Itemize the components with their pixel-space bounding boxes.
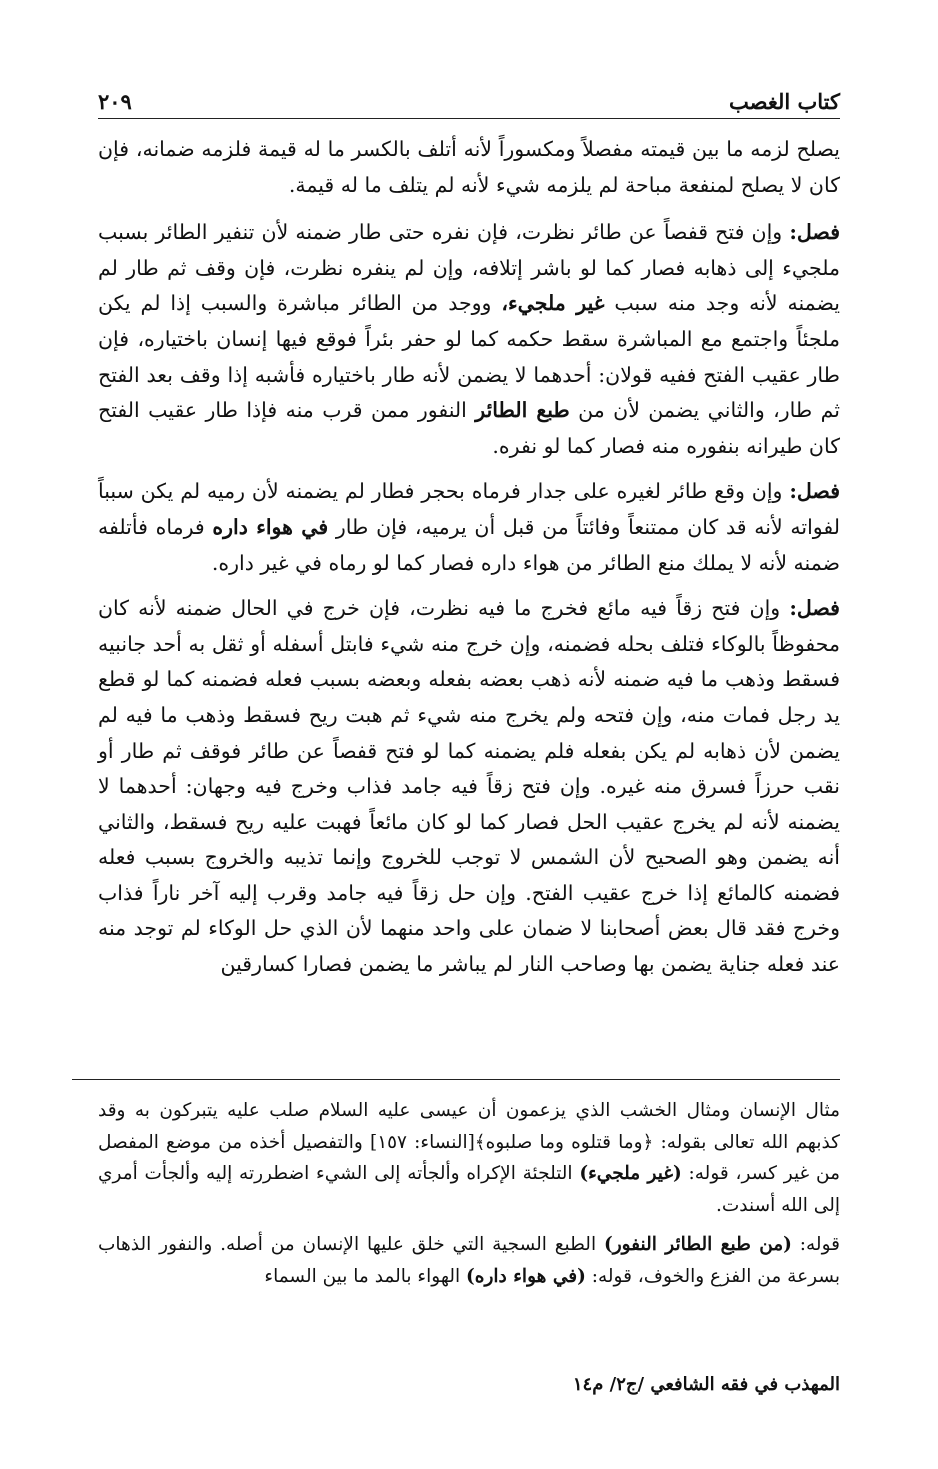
paragraph-4 xyxy=(98,591,840,983)
footnote-text: الطبع السجية التي خلق عليها الإنسان من أصله. والنفور الذهاب بسرعة من الفزع والخوف، قوله: xyxy=(98,1234,840,1287)
paragraph-text: النفور ممن قرب منه فإذا طار عقيب الفتح كان طيرانه بنفوره منه فصار كما لو نفره. xyxy=(98,398,840,458)
footnote-term: (غير ملجيء) xyxy=(579,1163,682,1184)
glossed-term: طبع الطائر xyxy=(475,398,570,423)
section-keyword: فصل: xyxy=(789,479,840,504)
running-title: كتاب الغصب xyxy=(728,88,840,114)
footnote-divider xyxy=(72,1079,840,1080)
footnote-term: (في هواء داره) xyxy=(466,1265,586,1287)
paragraph-1: يصلح لزمه ما بين قيمته مفصلاً ومكسوراً لأنه أتلف بالكسر ما له قيمة فلزمه ضمانه، فإن كان لا يصلح لمنفعة مباحة لم يلزمه شيء لأنه لم يتلف ما له قيمة. xyxy=(98,137,840,197)
paragraph-text: ووجد من الطائر مباشرة والسبب إذا لم يكن ملجئاً واجتمع مع المباشرة سقط حكمه كما لو حفر بئراً فوقع فيها إنسان باختياره، فإن طار عقيب الفتح ففيه قولان: أحدهما لا يضمن لأنه طار باختياره فأشبه إذا وقف بعد الفتح ثم طار، والثاني يضمن لأن من xyxy=(98,291,840,423)
glossed-term: في هواء داره xyxy=(212,514,329,539)
paragraph-2 xyxy=(98,215,840,464)
footnotes xyxy=(98,1095,840,1300)
footnote-text: قوله: xyxy=(799,1234,840,1255)
paragraph-text: فرماه فأتلفه ضمنه لأنه لا يملك منع الطائر من هواء داره فصار كما لو رماه في غير داره. xyxy=(98,514,840,575)
page-number: ٢٠٩ xyxy=(98,88,132,114)
footnote-1 xyxy=(98,1095,840,1221)
footnote-text: الهواء بالمد ما بين السماء xyxy=(264,1265,461,1287)
main-text xyxy=(98,132,840,993)
page-header xyxy=(98,84,840,119)
volume-signature: المهذب في فقه الشافعي /ج٢/ م١٤ xyxy=(572,1374,840,1395)
footnote-term: (من طبع الطائر النفور) xyxy=(603,1234,792,1255)
footnote-text: مثال الإنسان ومثال الخشب الذي يزعمون أن عيسى عليه السلام صلب عليه يتبركون به وقد كذبهم الله تعالى بقوله: ﴿وما قتلوه وما صلبوه﴾[النساء: ١٥٧] والتفصيل أخذه من موضع المفصل من غير كسر، قوله: xyxy=(98,1100,840,1184)
paragraph-text: وإن وقع طائر لغيره على جدار فرماه بحجر فطار لم يضمنه لأن رميه لم يكن سبباً لفواته لأنه قد كان ممتنعاً وفائتاً من قبل أن يرميه، فإن طار xyxy=(98,479,840,539)
section-keyword: فصل: xyxy=(789,220,840,245)
paragraph-3 xyxy=(98,474,840,581)
section-keyword: فصل: xyxy=(789,596,840,621)
paragraph-text: وإن فتح زقاً فيه مائع فخرج ما فيه نظرت، فإن خرج في الحال ضمنه لأنه كان محفوظاً بالوكاء فتلف بحله فضمنه، وإن خرج منه شيء فابتل أسفله أو ثقل به أحد جانبيه فسقط وذهب ما فيه ضمنه لأنه ذهب بعضه بفعله وبعضه بسبب فعله فضمنه كما لو قطع يد رجل فمات منه، وإن فتحه ولم يخرج منه شيء ثم هبت ريح فسقط وذهب ما فيه لم يضمن لأن ذهابه لم يكن بفعله فلم يضمنه كما لو فتح قفصاً عن طائر فوقف ثم طار أو نقب حرزاً فسرق منه غيره. وإن فتح زقاً فيه جامد فذاب وخرج فيه وجهان: أحدهما لا يضمنه لأنه لم يخرج عقيب الحل فصار كما لو كان مائعاً فهبت عليه ريح فسقط، والثاني أنه يضمن وهو الصحيح لأن الشمس لا توجب للخروج وإنما تذيبه والخروج بسبب فعله فضمنه كالمائع إذا خرج عقيب الفتح. وإن حل زقاً فيه جامد وقرب إليه آخر ناراً فذاب وخرج فقد قال بعض أصحابنا لا ضمان على واحد منهما لأن الذي حل الوكاء لم توجد منه عند فعله جناية يضمن بها وصاحب النار لم يباشر ما يضمن فصارا كسارقين xyxy=(98,596,840,977)
footnote-2 xyxy=(98,1229,840,1292)
paragraph-text: وإن فتح قفصاً عن طائر نظرت، فإن نفره حتى طار ضمنه لأن تنفير الطائر بسبب ملجيء إلى ذهابه فصار كما لو باشر إتلافه، وإن لم ينفره نظرت، فإن وقف ثم طار لم يضمنه لأنه وجد منه سبب xyxy=(98,220,840,316)
glossed-term: غير ملجيء، xyxy=(501,291,605,316)
footnote-text: التلجئة الإكراه وألجأته إلى الشيء اضطررته إليه وألجأت أمري إلى الله أسندت. xyxy=(98,1163,840,1216)
